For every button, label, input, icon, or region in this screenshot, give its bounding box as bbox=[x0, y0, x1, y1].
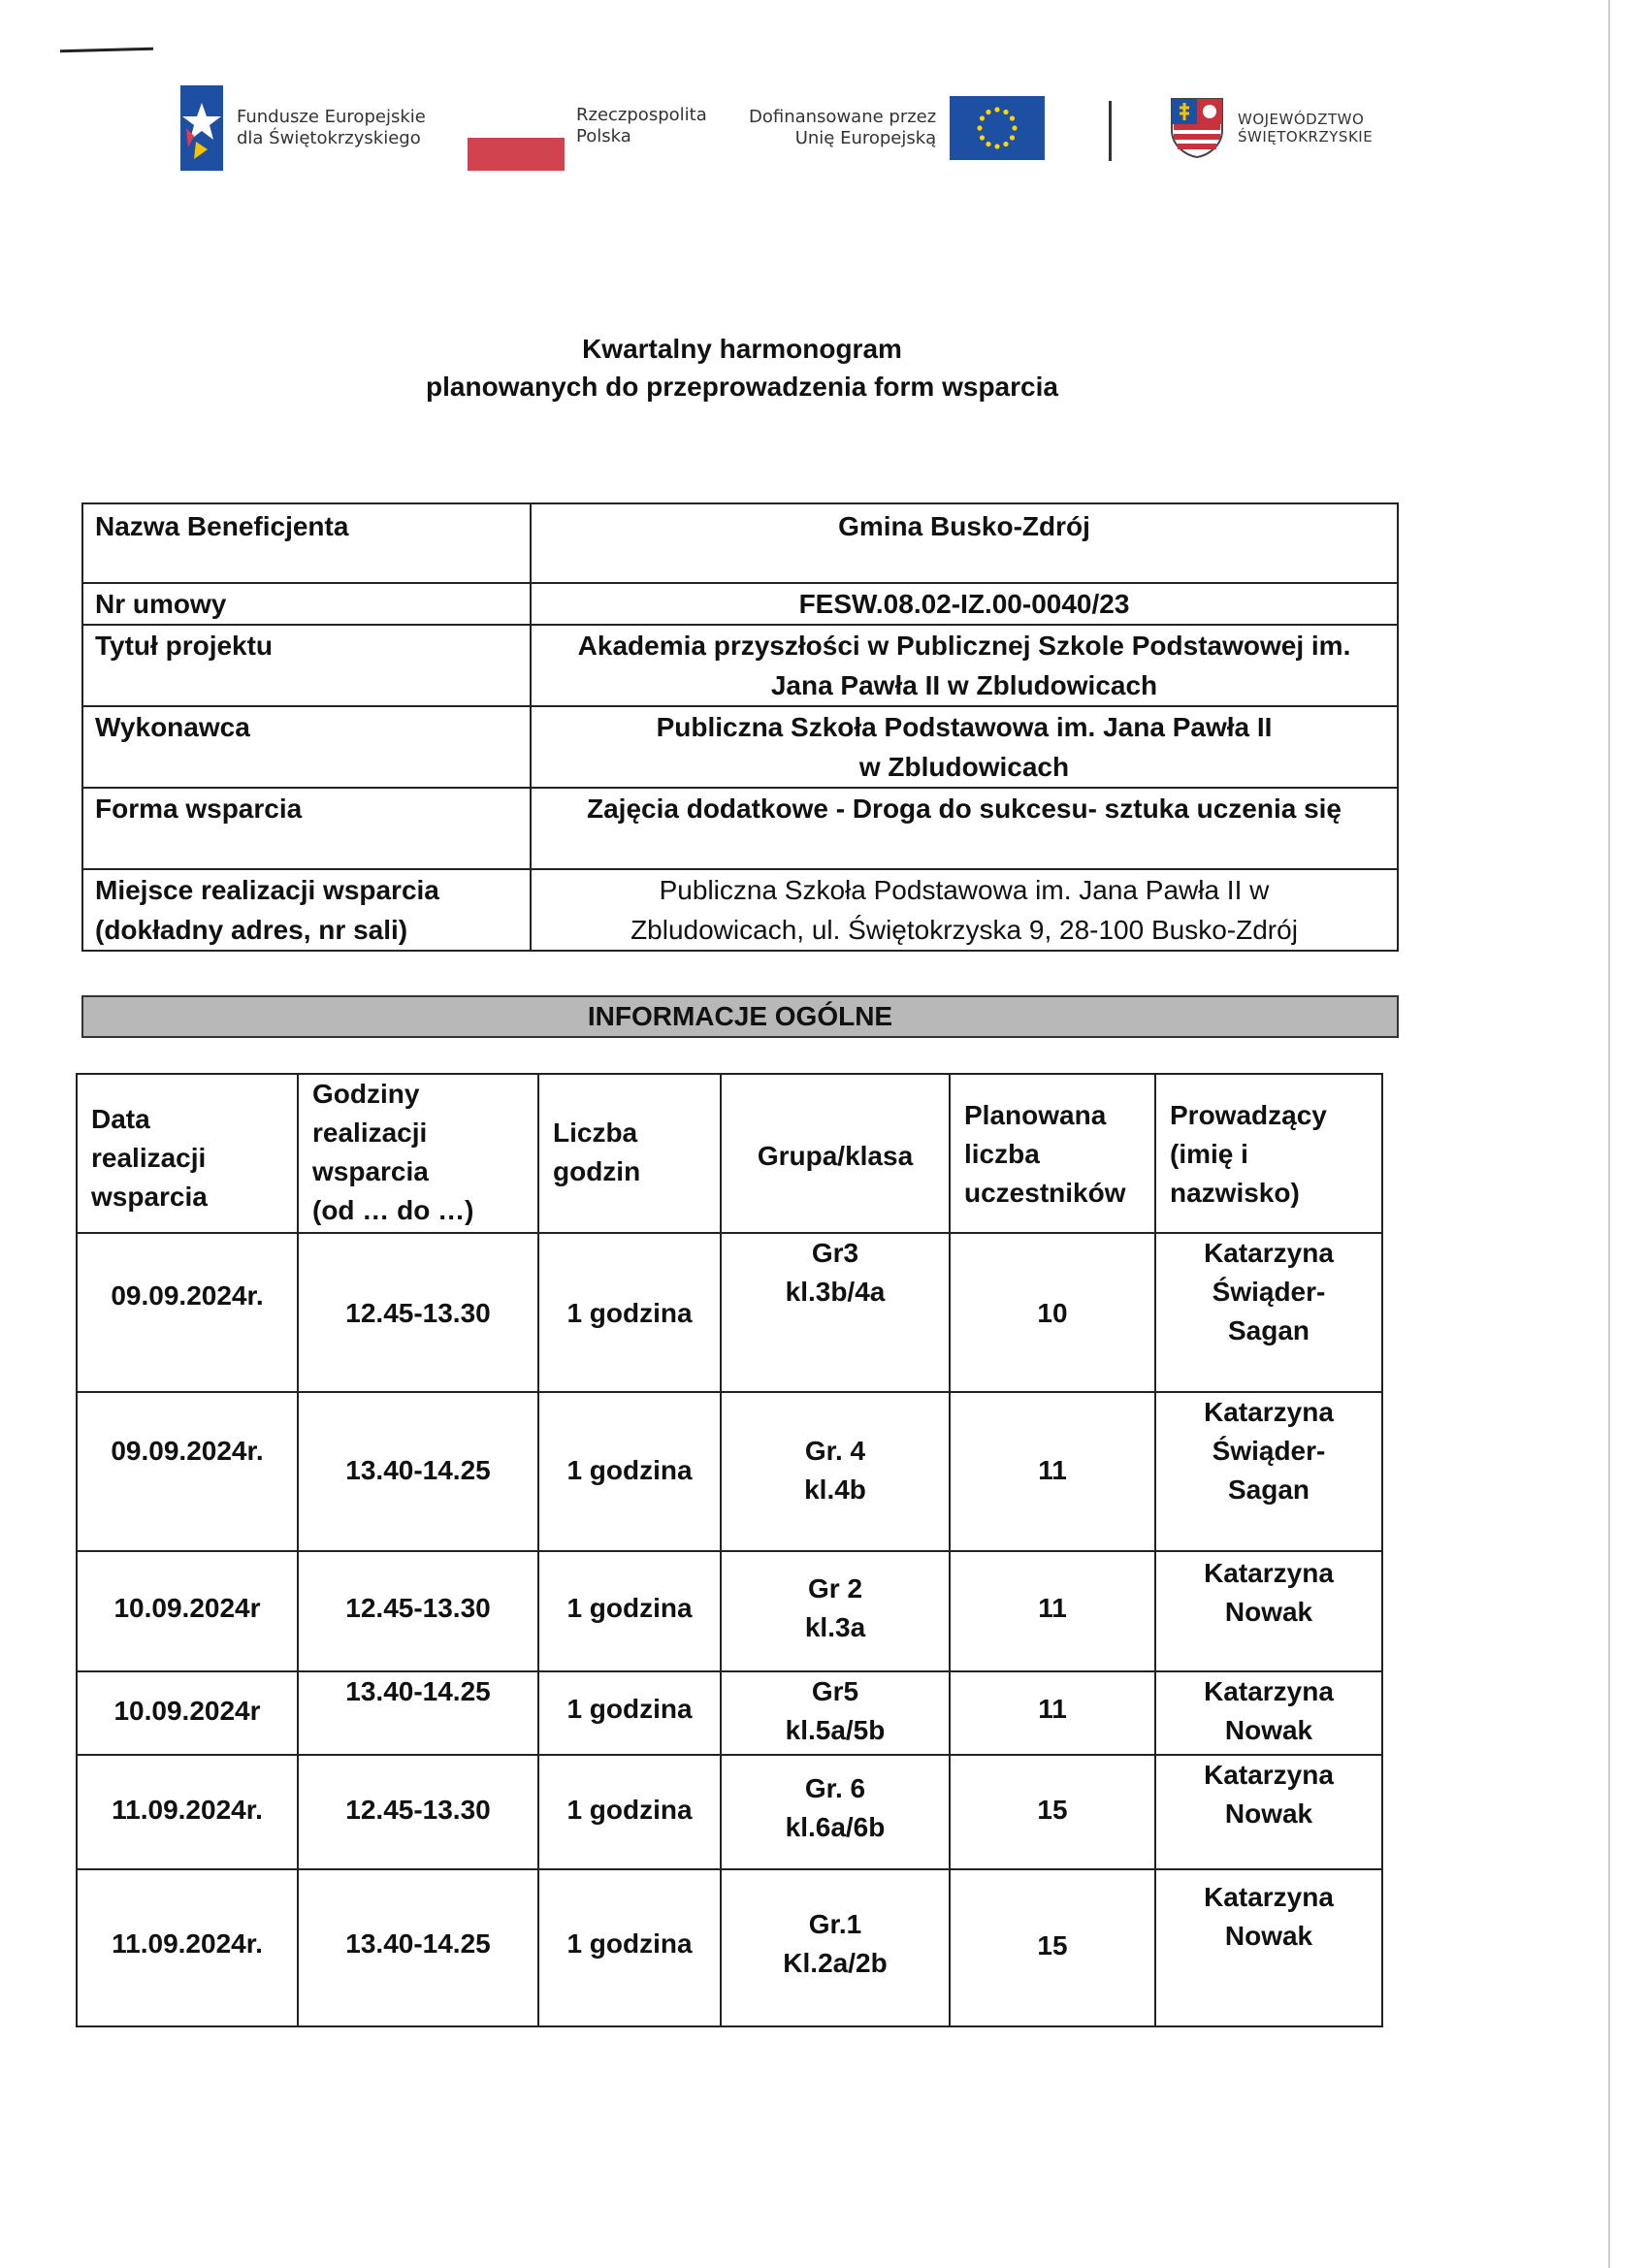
planned-text: 11 bbox=[1038, 1455, 1067, 1485]
lead-line1: Katarzyna bbox=[1204, 1760, 1334, 1790]
planned-text: 11 bbox=[1038, 1694, 1067, 1724]
forma-value: Zajęcia dodatkowe - Droga do sukcesu- sztuka uczenia się bbox=[531, 788, 1398, 869]
cell-date bbox=[77, 1233, 298, 1392]
miejsce-label bbox=[82, 869, 531, 951]
date-text: 09.09.2024r. bbox=[111, 1436, 264, 1466]
cell-date bbox=[77, 1755, 298, 1869]
schedule-header-row bbox=[77, 1074, 1382, 1233]
count-text: 1 godzina bbox=[566, 1928, 693, 1959]
count-text: 1 godzina bbox=[566, 1455, 693, 1485]
group-line1: Gr3 bbox=[811, 1238, 859, 1268]
lead-line2: Nowak bbox=[1224, 1921, 1313, 1951]
lead-line1: Katarzyna bbox=[1204, 1238, 1334, 1268]
logo-fe-line1: Fundusze Europejskie bbox=[237, 107, 426, 127]
hours-text: 12.45-13.30 bbox=[345, 1593, 491, 1623]
tytul-value-line2: Jana Pawła II w Zbludowicach bbox=[770, 670, 1158, 700]
table-row bbox=[77, 1551, 1382, 1671]
header-lead-line2: (imię i bbox=[1170, 1139, 1248, 1169]
title-line1: Kwartalny harmonogram bbox=[582, 334, 902, 364]
header-group-text: Grupa/klasa bbox=[757, 1141, 914, 1171]
header-group bbox=[721, 1074, 950, 1233]
cell-group bbox=[721, 1233, 950, 1392]
date-text: 11.09.2024r. bbox=[112, 1795, 263, 1825]
schedule-table bbox=[76, 1073, 1383, 2027]
lead-line2: Nowak bbox=[1224, 1798, 1313, 1829]
hours-text: 13.40-14.25 bbox=[345, 1676, 491, 1706]
header-lead-line3: nazwisko) bbox=[1170, 1178, 1300, 1208]
beneficjent-value: Gmina Busko-Zdrój bbox=[531, 503, 1398, 583]
group-line1: Gr 2 bbox=[807, 1573, 863, 1604]
wykonawca-value-line1: Publiczna Szkoła Podstawowa im. Jana Pawła II bbox=[656, 712, 1273, 742]
cell-count bbox=[538, 1392, 721, 1551]
cell-group bbox=[721, 1755, 950, 1869]
cell-hours bbox=[298, 1551, 538, 1671]
cell-group bbox=[721, 1392, 950, 1551]
logo-unia-europejska bbox=[749, 83, 1045, 173]
hours-text: 13.40-14.25 bbox=[345, 1928, 491, 1959]
cell-count bbox=[538, 1869, 721, 2026]
header-planned-line3: uczestników bbox=[964, 1178, 1126, 1208]
coat-of-arms-icon bbox=[1170, 97, 1224, 159]
planned-text: 15 bbox=[1037, 1930, 1068, 1960]
title-line2: planowanych do przeprowadzenia form wsparcia bbox=[426, 372, 1058, 402]
header-lead-line1: Prowadzący bbox=[1170, 1100, 1327, 1130]
cell-lead bbox=[1155, 1671, 1382, 1755]
beneficjent-label: Nazwa Beneficjenta bbox=[82, 503, 531, 583]
logo-ue-line2: Unię Europejską bbox=[794, 128, 937, 148]
fe-star-icon bbox=[180, 85, 223, 171]
hours-text: 12.45-13.30 bbox=[345, 1298, 491, 1328]
wykonawca-label: Wykonawca bbox=[82, 706, 531, 788]
group-line1: Gr.1 bbox=[808, 1909, 862, 1939]
cell-planned bbox=[950, 1233, 1155, 1392]
miejsce-value-line2: Zbludowicach, ul. Świętokrzyska 9, 28-100 Busko-Zdrój bbox=[630, 915, 1298, 945]
header-hours-line2: realizacji bbox=[312, 1118, 428, 1148]
lead-line2: Świąder- bbox=[1212, 1277, 1326, 1307]
lead-line1: Katarzyna bbox=[1204, 1882, 1334, 1912]
cell-date bbox=[77, 1392, 298, 1551]
polish-flag-icon bbox=[468, 93, 565, 163]
cell-count bbox=[538, 1233, 721, 1392]
info-row-forma bbox=[82, 788, 1398, 869]
header-count bbox=[538, 1074, 721, 1233]
scan-page-edge bbox=[1608, 0, 1610, 2268]
miejsce-value-line1: Publiczna Szkoła Podstawowa im. Jana Pawła II w bbox=[659, 875, 1270, 905]
wykonawca-value-line2: w Zbludowicach bbox=[858, 752, 1070, 782]
forma-label: Forma wsparcia bbox=[82, 788, 531, 869]
group-line2: kl.3b/4a bbox=[785, 1277, 886, 1307]
lead-line1: Katarzyna bbox=[1204, 1397, 1334, 1427]
table-row bbox=[77, 1869, 1382, 2026]
count-text: 1 godzina bbox=[566, 1593, 693, 1623]
header-count-line1: Liczba bbox=[553, 1118, 638, 1148]
tytul-label: Tytuł projektu bbox=[82, 625, 531, 706]
date-text: 10.09.2024r bbox=[113, 1696, 261, 1726]
miejsce-label-line2: (dokładny adres, nr sali) bbox=[95, 915, 408, 945]
logo-rp-line1: Rzeczpospolita bbox=[576, 105, 707, 125]
table-row bbox=[77, 1755, 1382, 1869]
info-row-tytul bbox=[82, 625, 1398, 706]
scan-mark bbox=[60, 48, 153, 53]
logo-fundusze-europejskie bbox=[180, 83, 426, 173]
wykonawca-value bbox=[531, 706, 1398, 788]
header-date-line3: wsparcia bbox=[91, 1182, 208, 1212]
count-text: 1 godzina bbox=[566, 1298, 693, 1328]
header-planned-line1: Planowana bbox=[964, 1100, 1107, 1130]
group-line2: Kl.2a/2b bbox=[783, 1948, 888, 1978]
miejsce-value bbox=[531, 869, 1398, 951]
group-line1: Gr. 6 bbox=[804, 1773, 866, 1803]
header-date-line1: Data bbox=[91, 1104, 150, 1134]
info-row-beneficjent bbox=[82, 503, 1398, 583]
cell-date bbox=[77, 1869, 298, 2026]
cell-count bbox=[538, 1755, 721, 1869]
cell-date bbox=[77, 1551, 298, 1671]
umowa-value: FESW.08.02-IZ.00-0040/23 bbox=[531, 583, 1398, 625]
hours-text: 12.45-13.30 bbox=[345, 1795, 491, 1825]
logo-wojewodztwo-swietokrzyskie bbox=[1170, 83, 1373, 173]
header-hours bbox=[298, 1074, 538, 1233]
date-text: 10.09.2024r bbox=[113, 1593, 261, 1623]
planned-text: 15 bbox=[1037, 1795, 1068, 1825]
cell-lead bbox=[1155, 1869, 1382, 2026]
tytul-value bbox=[531, 625, 1398, 706]
beneficiary-info-table bbox=[81, 502, 1399, 952]
section-header-informacje-ogolne: INFORMACJE OGÓLNE bbox=[81, 995, 1399, 1038]
cell-lead bbox=[1155, 1551, 1382, 1671]
logo-rp-line2: Polska bbox=[576, 126, 631, 146]
cell-planned bbox=[950, 1551, 1155, 1671]
planned-text: 10 bbox=[1037, 1298, 1068, 1328]
logo-fe-line2: dla Świętokrzyskiego bbox=[237, 128, 421, 148]
lead-line2: Nowak bbox=[1224, 1715, 1313, 1745]
cell-lead bbox=[1155, 1392, 1382, 1551]
header-date bbox=[77, 1074, 298, 1233]
header-hours-line1: Godziny bbox=[312, 1079, 420, 1109]
umowa-label: Nr umowy bbox=[82, 583, 531, 625]
info-row-umowa bbox=[82, 583, 1398, 625]
header-hours-line3: wsparcia bbox=[312, 1156, 429, 1186]
hours-text: 13.40-14.25 bbox=[345, 1455, 491, 1485]
date-text: 11.09.2024r. bbox=[112, 1928, 263, 1959]
group-line2: kl.4b bbox=[804, 1474, 866, 1505]
logo-strip bbox=[180, 83, 1374, 173]
header-date-line2: realizacji bbox=[91, 1143, 207, 1173]
lead-line3: Sagan bbox=[1227, 1315, 1310, 1345]
lead-line2: Nowak bbox=[1224, 1597, 1313, 1627]
cell-planned bbox=[950, 1869, 1155, 2026]
header-planned bbox=[950, 1074, 1155, 1233]
eu-flag-icon bbox=[950, 96, 1045, 160]
tytul-value-line1: Akademia przyszłości w Publicznej Szkole Podstawowej im. bbox=[577, 631, 1351, 661]
cell-planned bbox=[950, 1755, 1155, 1869]
logo-ue-line1: Dofinansowane przez bbox=[749, 107, 937, 127]
cell-date bbox=[77, 1671, 298, 1755]
document-title bbox=[291, 330, 1193, 405]
cell-group bbox=[721, 1671, 950, 1755]
group-line2: kl.3a bbox=[804, 1612, 866, 1642]
logo-sw-line1: WOJEWÓDZTWO bbox=[1238, 111, 1365, 128]
group-line2: kl.5a/5b bbox=[785, 1715, 886, 1745]
header-count-line2: godzin bbox=[553, 1156, 641, 1186]
cell-count bbox=[538, 1551, 721, 1671]
logo-divider bbox=[1109, 101, 1112, 161]
logo-sw-line2: ŚWIĘTOKRZYSKIE bbox=[1238, 128, 1374, 146]
logo-rzeczpospolita bbox=[468, 83, 707, 173]
count-text: 1 godzina bbox=[566, 1795, 693, 1825]
info-row-miejsce bbox=[82, 869, 1398, 951]
cell-hours bbox=[298, 1392, 538, 1551]
lead-line1: Katarzyna bbox=[1204, 1558, 1334, 1588]
table-row bbox=[77, 1392, 1382, 1551]
group-line1: Gr. 4 bbox=[804, 1436, 866, 1466]
table-row bbox=[77, 1233, 1382, 1392]
lead-line2: Świąder- bbox=[1212, 1436, 1326, 1466]
cell-lead bbox=[1155, 1233, 1382, 1392]
lead-line1: Katarzyna bbox=[1204, 1676, 1334, 1706]
cell-group bbox=[721, 1551, 950, 1671]
header-hours-line4: (od … do …) bbox=[312, 1195, 474, 1225]
cell-planned bbox=[950, 1671, 1155, 1755]
table-row bbox=[77, 1671, 1382, 1755]
cell-planned bbox=[950, 1392, 1155, 1551]
date-text: 09.09.2024r. bbox=[111, 1280, 264, 1311]
miejsce-label-line1: Miejsce realizacji wsparcia bbox=[95, 875, 439, 905]
cell-hours bbox=[298, 1671, 538, 1755]
count-text: 1 godzina bbox=[566, 1694, 693, 1724]
cell-count bbox=[538, 1671, 721, 1755]
header-planned-line2: liczba bbox=[964, 1139, 1040, 1169]
planned-text: 11 bbox=[1038, 1593, 1067, 1623]
header-lead bbox=[1155, 1074, 1382, 1233]
cell-hours bbox=[298, 1233, 538, 1392]
group-line1: Gr5 bbox=[811, 1676, 859, 1706]
cell-hours bbox=[298, 1755, 538, 1869]
cell-group bbox=[721, 1869, 950, 2026]
info-row-wykonawca bbox=[82, 706, 1398, 788]
cell-lead bbox=[1155, 1755, 1382, 1869]
group-line2: kl.6a/6b bbox=[785, 1812, 886, 1842]
lead-line3: Sagan bbox=[1227, 1474, 1310, 1505]
cell-hours bbox=[298, 1869, 538, 2026]
